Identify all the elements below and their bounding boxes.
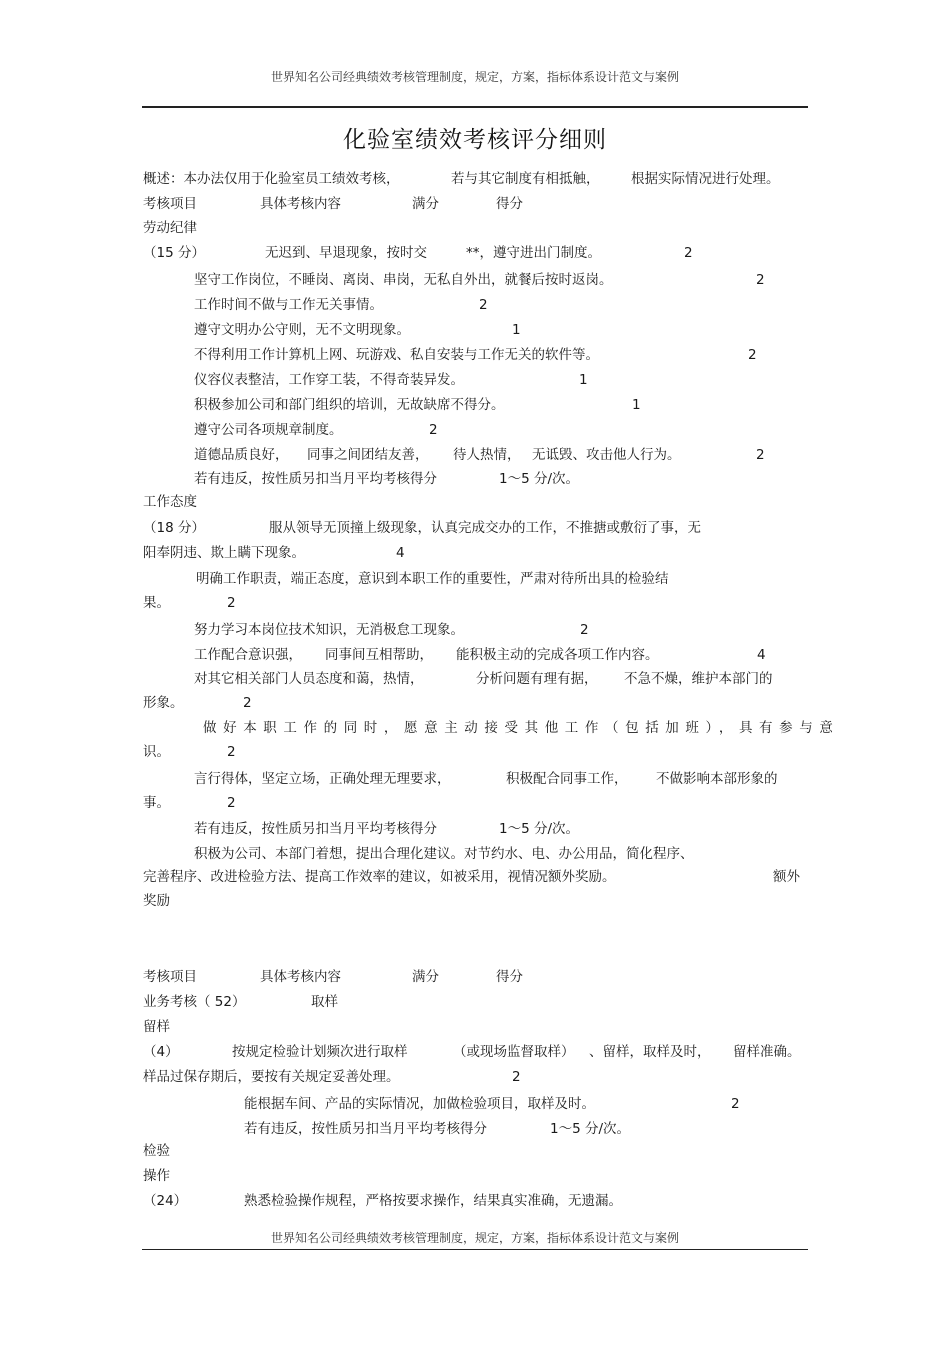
footer-rule — [142, 1249, 808, 1250]
page-footer: 世界知名公司经典绩效考核管理制度，规定，方案，指标体系设计范文与案例 — [270, 1231, 679, 1245]
col-item: 考核项目 — [143, 969, 197, 985]
row-max-score: 2 — [227, 795, 236, 811]
sampling-title: 留样 — [143, 1019, 170, 1035]
row-max-score: 1 — [512, 322, 521, 338]
row-text: 分析问题有理有据， — [476, 671, 598, 687]
row-text: 遵守文明办公守则，无不文明现象。 — [194, 322, 410, 338]
row-text: 识。 — [143, 744, 170, 760]
business-subtitle: 取样 — [311, 994, 338, 1010]
row-max-score: 2 — [756, 272, 765, 288]
row-max-score: 2 — [684, 245, 693, 261]
attitude-row-9-end: 奖励 — [143, 893, 170, 909]
row-text: 完善程序、改进检验方法、提高工作效率的建议，如被采用，视情况额外奖励。 — [143, 869, 616, 885]
discipline-score: （15 分） — [143, 245, 205, 261]
row-text: 若有违反，按性质另扣当月平均考核得分 — [194, 821, 437, 837]
page-header: 世界知名公司经典绩效考核管理制度，规定，方案，指标体系设计范文与案例 — [270, 70, 679, 84]
row-text: 不急不燥，维护本部门的 — [624, 671, 773, 687]
row-text: 1～5 分/次。 — [499, 471, 580, 487]
row-text: 仪容仪表整洁，工作穿工装，不得奇装异发。 — [194, 372, 464, 388]
attitude-score: （18 分） — [143, 520, 205, 536]
inspection-title-2: 操作 — [143, 1168, 170, 1184]
row-text: 按规定检验计划频次进行取样 — [232, 1044, 408, 1060]
section-title-attitude: 工作态度 — [143, 494, 197, 510]
row-text: 熟悉检验操作规程，严格按要求操作，结果真实准确，无遗漏。 — [244, 1193, 622, 1209]
row-text: 同事之间团结友善， — [307, 447, 429, 463]
attitude-row-2: 明确工作职责，端正态度，意识到本职工作的重要性，严肃对待所出具的检验结 — [196, 571, 669, 587]
row-text: 1～5 分/次。 — [499, 821, 580, 837]
row-text: **，遵守进出门制度。 — [466, 245, 601, 261]
row-text: 若有违反，按性质另扣当月平均考核得分 — [244, 1121, 487, 1137]
row-max-score: 2 — [429, 422, 438, 438]
col-content: 具体考核内容 — [260, 969, 341, 985]
row-text: 、留样，取样及时， — [589, 1044, 711, 1060]
row-text: 言行得体，坚定立场，正确处理无理要求， — [194, 771, 451, 787]
row-text: 样品过保存期后，要按有关规定妥善处理。 — [143, 1069, 400, 1085]
row-max-score: 1 — [632, 397, 641, 413]
row-max-score: 2 — [479, 297, 488, 313]
row-text: 遵守公司各项规章制度。 — [194, 422, 343, 438]
row-text: 无诋毁、攻击他人行为。 — [532, 447, 681, 463]
row-text: 阳奉阴违、欺上瞒下现象。 — [143, 545, 305, 561]
overview-part-b: 若与其它制度有相抵触， — [451, 171, 600, 187]
inspection-score: （24） — [143, 1193, 188, 1209]
overview-part-c: 根据实际情况进行处理。 — [631, 171, 780, 187]
row-text: 服从领导无顶撞上级现象，认真完成交办的工作，不推搪或敷衍了事，无 — [269, 520, 701, 536]
sampling-score: （4） — [143, 1044, 179, 1060]
row-text: 努力学习本岗位技术知识，无消极怠工现象。 — [194, 622, 464, 638]
row-max-score: 1 — [579, 372, 588, 388]
row-text: 工作时间不做与工作无关事情。 — [194, 297, 383, 313]
row-max-score: 2 — [580, 622, 589, 638]
row-max-score: 2 — [227, 595, 236, 611]
row-text: 对其它相关部门人员态度和蔼，热情， — [194, 671, 424, 687]
overview-part-a: 概述：本办法仅用于化验室员工绩效考核， — [143, 171, 400, 187]
row-text: 无迟到、早退现象，按时交 — [265, 245, 427, 261]
row-text: 积极参加公司和部门组织的培训，无故缺席不得分。 — [194, 397, 505, 413]
row-text: 1～5 分/次。 — [550, 1121, 631, 1137]
col-score: 得分 — [496, 196, 523, 212]
row-text: 形象。 — [143, 695, 184, 711]
col-score: 得分 — [496, 969, 523, 985]
row-text: 事。 — [143, 795, 170, 811]
header-rule — [142, 106, 808, 108]
section-title-discipline: 劳动纪律 — [143, 220, 197, 236]
row-text: 不做影响本部形象的 — [656, 771, 778, 787]
row-text: 留样准确。 — [733, 1044, 801, 1060]
row-text: 能根据车间、产品的实际情况，加做检验项目，取样及时。 — [244, 1096, 595, 1112]
attitude-row-6: 做好本职工作的同时，愿意主动接受其他工作（包括加班），具有参与意 — [203, 720, 840, 736]
row-text: 道德品质良好， — [194, 447, 289, 463]
row-text: 若有违反，按性质另扣当月平均考核得分 — [194, 471, 437, 487]
business-title: 业务考核（ 52） — [143, 994, 246, 1010]
row-max-score: 4 — [396, 545, 405, 561]
col-full-score: 满分 — [412, 969, 439, 985]
col-content: 具体考核内容 — [260, 196, 341, 212]
row-text: （或现场监督取样） — [453, 1044, 575, 1060]
row-text: 额外 — [773, 869, 800, 885]
inspection-title-1: 检验 — [143, 1143, 170, 1159]
document-title: 化验室绩效考核评分细则 — [343, 127, 607, 153]
row-max-score: 4 — [757, 647, 766, 663]
row-text: 同事间互相帮助， — [325, 647, 433, 663]
row-max-score: 2 — [731, 1096, 740, 1112]
row-text: 坚守工作岗位，不睡岗、离岗、串岗，无私自外出，就餐后按时返岗。 — [194, 272, 613, 288]
row-text: 不得利用工作计算机上网、玩游戏、私自安装与工作无关的软件等。 — [194, 347, 599, 363]
col-item: 考核项目 — [143, 196, 197, 212]
col-full-score: 满分 — [412, 196, 439, 212]
row-text: 能积极主动的完成各项工作内容。 — [456, 647, 659, 663]
row-max-score: 2 — [748, 347, 757, 363]
row-max-score: 2 — [512, 1069, 521, 1085]
row-text: 积极配合同事工作， — [506, 771, 628, 787]
row-text: 果。 — [143, 595, 170, 611]
attitude-row-9: 积极为公司、本部门着想，提出合理化建议。对节约水、电、办公用品，简化程序、 — [194, 846, 694, 862]
row-max-score: 2 — [227, 744, 236, 760]
row-text: 待人热情， — [453, 447, 521, 463]
row-text: 工作配合意识强， — [194, 647, 302, 663]
row-max-score: 2 — [243, 695, 252, 711]
row-max-score: 2 — [756, 447, 765, 463]
